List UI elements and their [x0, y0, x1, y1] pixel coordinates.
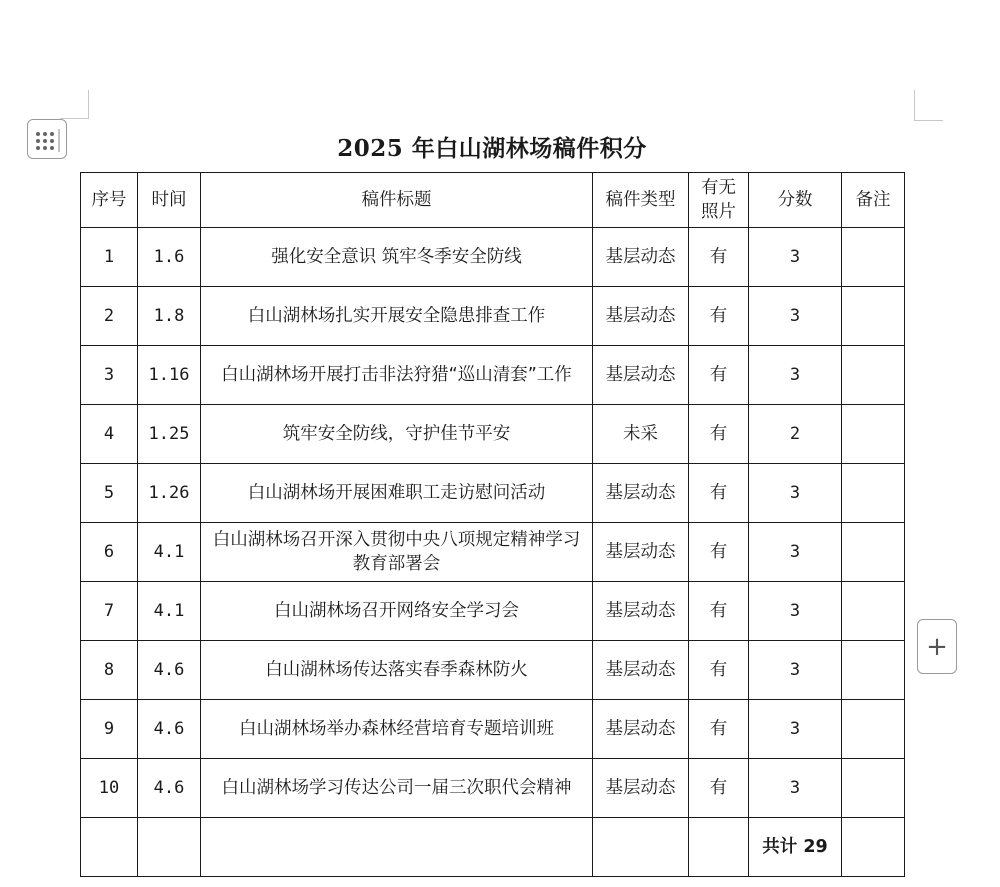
cell-score[interactable]: 3 [749, 228, 842, 287]
cell-seq[interactable]: 3 [81, 346, 138, 405]
cell-score[interactable]: 2 [749, 405, 842, 464]
plus-icon: + [926, 631, 948, 662]
cell-score[interactable]: 3 [749, 700, 842, 759]
cell-score[interactable]: 3 [749, 464, 842, 523]
table-total-row [81, 818, 905, 877]
cell-type[interactable]: 基层动态 [593, 464, 689, 523]
cell-photo[interactable]: 有 [689, 523, 749, 582]
header-seq: 序号 [81, 173, 138, 228]
cell-type[interactable]: 基层动态 [593, 523, 689, 582]
score-table [80, 172, 905, 877]
total-score[interactable]: 共计 29 [749, 818, 842, 877]
cell-photo[interactable]: 有 [689, 582, 749, 641]
table-row [81, 759, 905, 818]
cell-time[interactable]: 4.1 [138, 582, 201, 641]
cell-type[interactable]: 基层动态 [593, 287, 689, 346]
cell-headline[interactable]: 白山湖林场举办森林经营培育专题培训班 [201, 700, 593, 759]
cell-remark[interactable] [842, 228, 905, 287]
header-photo: 有无照片 [689, 173, 749, 228]
cell-headline[interactable]: 强化安全意识 筑牢冬季安全防线 [201, 228, 593, 287]
header-score: 分数 [749, 173, 842, 228]
cell-seq[interactable]: 8 [81, 641, 138, 700]
cell-empty[interactable] [138, 818, 201, 877]
cell-score[interactable]: 3 [749, 759, 842, 818]
header-type: 稿件类型 [593, 173, 689, 228]
cell-seq[interactable]: 5 [81, 464, 138, 523]
page-corner-mark-right [914, 90, 943, 121]
cell-empty[interactable] [201, 818, 593, 877]
cell-empty[interactable] [81, 818, 138, 877]
document-title: 2025 年白山湖林场稿件积分 [337, 135, 647, 162]
cell-photo[interactable]: 有 [689, 405, 749, 464]
cell-remark[interactable] [842, 287, 905, 346]
cell-empty[interactable] [689, 818, 749, 877]
cell-photo[interactable]: 有 [689, 228, 749, 287]
cell-headline[interactable]: 白山湖林场扎实开展安全隐患排查工作 [201, 287, 593, 346]
cell-headline[interactable]: 筑牢安全防线，守护佳节平安 [201, 405, 593, 464]
cell-score[interactable]: 3 [749, 346, 842, 405]
cell-photo[interactable]: 有 [689, 641, 749, 700]
cell-remark[interactable] [842, 582, 905, 641]
table-row [81, 700, 905, 759]
add-row-button[interactable] [917, 619, 957, 674]
cell-headline[interactable]: 白山湖林场学习传达公司一届三次职代会精神 [201, 759, 593, 818]
page-corner-mark-left [60, 90, 89, 119]
table-move-handle[interactable] [27, 119, 67, 159]
cell-score[interactable]: 3 [749, 641, 842, 700]
table-row [81, 464, 905, 523]
cell-time[interactable]: 1.8 [138, 287, 201, 346]
cell-score[interactable]: 3 [749, 582, 842, 641]
cell-remark[interactable] [842, 700, 905, 759]
cell-type[interactable]: 基层动态 [593, 641, 689, 700]
cell-time[interactable]: 4.1 [138, 523, 201, 582]
cell-time[interactable]: 1.16 [138, 346, 201, 405]
cell-seq[interactable]: 2 [81, 287, 138, 346]
cell-score[interactable]: 3 [749, 287, 842, 346]
header-time: 时间 [138, 173, 201, 228]
cell-headline[interactable]: 白山湖林场开展打击非法狩猎“巡山清套”工作 [201, 346, 593, 405]
table-row [81, 523, 905, 582]
cell-photo[interactable]: 有 [689, 346, 749, 405]
header-headline: 稿件标题 [201, 173, 593, 228]
table-header-row [81, 173, 905, 228]
table-row [81, 228, 905, 287]
cell-time[interactable]: 4.6 [138, 641, 201, 700]
cell-photo[interactable]: 有 [689, 464, 749, 523]
cell-remark[interactable] [842, 759, 905, 818]
cell-empty[interactable] [593, 818, 689, 877]
table-row [81, 405, 905, 464]
cell-seq[interactable]: 6 [81, 523, 138, 582]
cell-type[interactable]: 基层动态 [593, 759, 689, 818]
cell-remark[interactable] [842, 405, 905, 464]
cell-time[interactable]: 4.6 [138, 700, 201, 759]
cell-empty[interactable] [842, 818, 905, 877]
cell-remark[interactable] [842, 523, 905, 582]
cell-time[interactable]: 1.26 [138, 464, 201, 523]
cell-headline[interactable]: 白山湖林场召开深入贯彻中央八项规定精神学习教育部署会 [201, 523, 593, 582]
cell-score[interactable]: 3 [749, 523, 842, 582]
cell-headline[interactable]: 白山湖林场开展困难职工走访慰问活动 [201, 464, 593, 523]
table-row [81, 346, 905, 405]
cell-time[interactable]: 4.6 [138, 759, 201, 818]
cell-type[interactable]: 基层动态 [593, 582, 689, 641]
cell-photo[interactable]: 有 [689, 287, 749, 346]
cell-type[interactable]: 基层动态 [593, 346, 689, 405]
table-row [81, 287, 905, 346]
cell-type[interactable]: 基层动态 [593, 228, 689, 287]
table-move-handle-icon [28, 120, 68, 160]
cell-seq[interactable]: 1 [81, 228, 138, 287]
header-remark: 备注 [842, 173, 905, 228]
cell-time[interactable]: 1.25 [138, 405, 201, 464]
cell-remark[interactable] [842, 464, 905, 523]
cell-headline[interactable]: 白山湖林场召开网络安全学习会 [201, 582, 593, 641]
cell-type[interactable]: 未采 [593, 405, 689, 464]
cell-photo[interactable]: 有 [689, 759, 749, 818]
cell-headline[interactable]: 白山湖林场传达落实春季森林防火 [201, 641, 593, 700]
cell-seq[interactable]: 9 [81, 700, 138, 759]
cell-photo[interactable]: 有 [689, 700, 749, 759]
cell-time[interactable]: 1.6 [138, 228, 201, 287]
table-row [81, 641, 905, 700]
cell-remark[interactable] [842, 346, 905, 405]
cell-seq[interactable]: 4 [81, 405, 138, 464]
cell-remark[interactable] [842, 641, 905, 700]
cell-seq[interactable]: 10 [81, 759, 138, 818]
cell-type[interactable]: 基层动态 [593, 700, 689, 759]
cell-seq[interactable]: 7 [81, 582, 138, 641]
table-row [81, 582, 905, 641]
